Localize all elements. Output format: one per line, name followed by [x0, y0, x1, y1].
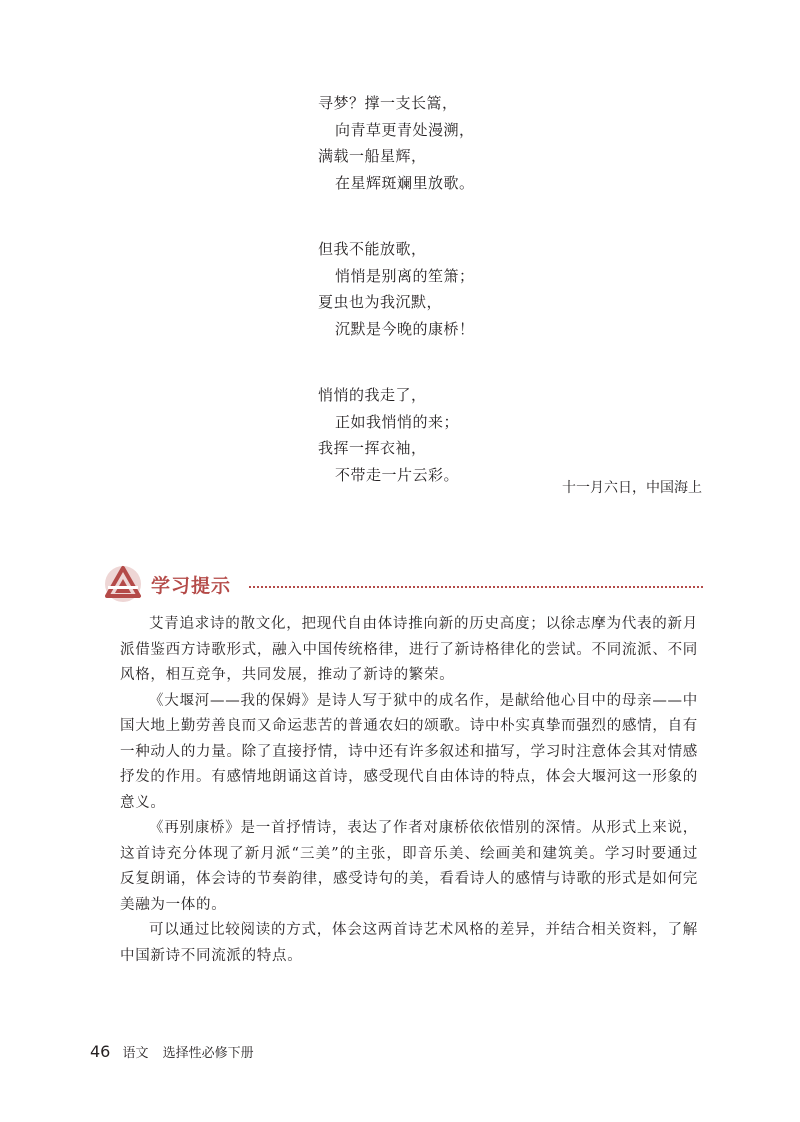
- dotted-divider: [249, 586, 703, 588]
- footer-book-title: 选择性必修下册: [162, 1046, 254, 1061]
- poem-line: 正如我悄悄的来；: [335, 412, 460, 431]
- poem-line: 悄悄的我走了，: [318, 386, 427, 404]
- poem: [318, 90, 718, 528]
- poem-stanza: [318, 236, 718, 342]
- poem-stanza: [318, 382, 718, 488]
- page-number: 46: [90, 1042, 111, 1061]
- tips-paragraph: 《大堰河——我的保姆》是诗人写于狱中的成名作，是献给他心目中的母亲——中国大地上勤劳善良而又命运悲苦的普通农妇的颂歌。诗中朴实真挚而强烈的感情，自有一种动人的力量。除了直接抒情，诗中还有许多叙述和描写，学习时注意体会其对情感抒发的作用。有感情地朗诵这首诗，感受现代自由体诗的特点，体会大堰河这一形象的意义。: [120, 692, 698, 811]
- poem-line: 寻梦？撑一支长篙，: [318, 94, 458, 112]
- poem-line: 悄悄是别离的笙箫；: [335, 266, 475, 285]
- study-tips-header: [103, 564, 703, 604]
- poem-line: 沉默是今晚的康桥！: [335, 319, 475, 338]
- tips-paragraph: 可以通过比较阅读的方式，体会这两首诗艺术风格的差异，并结合相关资料，了解中国新诗不同流派的特点。: [120, 922, 698, 964]
- poem-line: 满载一船星辉，: [318, 147, 427, 165]
- tips-paragraph: 艾青追求诗的散文化，把现代自由体诗推向新的历史高度；以徐志摩为代表的新月派借鉴西方诗歌形式，融入中国传统格律，进行了新诗格律化的尝试。不同流派、不同风格，相互竞争，共同发展，推动了新诗的繁荣。: [120, 616, 698, 683]
- poem-line: 在星辉斑斓里放歌。: [335, 173, 475, 192]
- poem-line: 向青草更青处漫溯，: [335, 120, 475, 139]
- poem-line: 但我不能放歌，: [318, 240, 427, 258]
- triangle-logo-icon: [103, 564, 143, 604]
- footer-subject: 语文: [122, 1046, 149, 1061]
- poem-date: 十一月六日，中国海上: [562, 480, 702, 496]
- poem-line: 我挥一挥衣袖，: [318, 439, 427, 457]
- tips-paragraph: 《再别康桥》是一首抒情诗，表达了作者对康桥依依惜别的深情。从形式上来说，这首诗充分体现了新月派“三美”的主张，即音乐美、绘画美和建筑美。学习时要通过反复朗诵，体会诗的节奏韵律，感受诗句的美，看看诗人的感情与诗歌的形式是如何完美融为一体的。: [120, 820, 698, 913]
- study-tips-body: [120, 612, 698, 969]
- page-footer: [90, 1042, 254, 1061]
- poem-line: 不带走一片云彩。: [335, 465, 460, 484]
- poem-stanza: [318, 90, 718, 196]
- poem-line: 夏虫也为我沉默，: [318, 293, 443, 311]
- study-tips-title: 学习提示: [151, 575, 232, 597]
